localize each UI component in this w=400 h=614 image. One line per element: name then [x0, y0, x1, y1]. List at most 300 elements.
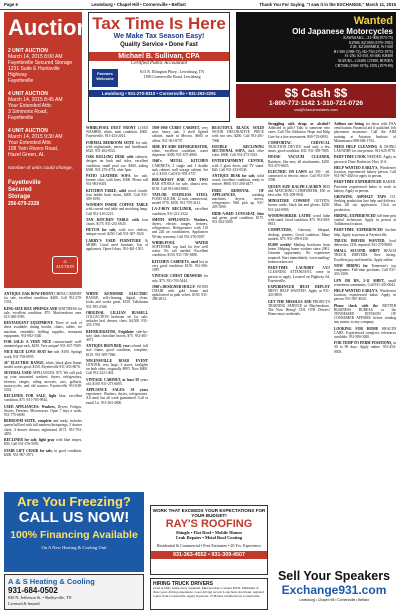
classified-ad-body: washing machines, dryers, stoves, refrigerators. Will pick up. 931-205-5500.: [212, 192, 264, 210]
classified-ad: [152, 159, 208, 176]
classified-ad-body: WOOD DECORATIVE PIECE with two sets, $200. Call 931-201-7060.: [212, 130, 264, 143]
company-line: Storage: [8, 194, 31, 200]
auction-line: March 14, 2015 8:00 AM: [8, 54, 63, 60]
heating-financing: 100% Financing Available: [10, 529, 138, 541]
wanted-line: CB750K (1969-1976), CBX (1979-80): [335, 63, 393, 68]
classified-ad-body: LOAD WASHER, white, mint condition. $300. Fayetteville, 931-433-2014.: [86, 126, 148, 139]
classified-ad: [334, 166, 396, 179]
classified-ad: [212, 212, 264, 225]
classified-ad: [152, 241, 208, 258]
classified-ad: [86, 388, 148, 405]
classified-ad-heading: VINTAGE CABINET, at least 50: [86, 377, 141, 382]
classified-ad-body: PROJECTS TRAINING SERVICE in Murfreesboro. The Now Hiring! CDL OTR Drivers! Home most weekends.: [268, 299, 330, 317]
classified-ad: [4, 371, 82, 392]
classified-ad-heading: HOUSE VACUUM CLEANER,: [268, 155, 330, 160]
classified-ad: [334, 279, 396, 287]
rays-services-1: Shingle • Flat Roof • Mobile Homes: [175, 530, 243, 535]
auction-line: Your Extended Attic: [8, 140, 52, 146]
classified-ad-body: cabinets, designs on back and sides, excellent condition, small pool cue. $400, asking $300. 931-270-4753, after 5pm.: [86, 155, 148, 172]
classified-ad-body: Mailing brochures from home. Helping home workers since 2001. Genuine opportunity. No experience required. Start immediately. www.mailing-homeworkers.net: [268, 243, 330, 264]
classified-ad-heading: TAN KITCHEN TABLE with: [86, 217, 142, 222]
heating-subtext: On A New Heating & Cooling Unit: [41, 545, 107, 550]
classified-ad-heading: 1950-1960 CURIO CABINET,: [152, 126, 202, 130]
classified-ad: [334, 122, 396, 143]
classified-ad-heading: Please check with the: [334, 303, 383, 308]
heating-cta: CALL US NOW!: [18, 509, 130, 526]
classified-ad-body: full-time pest control technician. Apply in person at Tullahoma location.: [334, 213, 397, 227]
classified-ad-body: wood, fourth, four ladder back chairs, $200. Call 931-309-1090.: [86, 188, 148, 202]
classified-ad-heading: BEDROOM SUITE, complete: [4, 419, 54, 424]
classified-ad-heading: HELP WANTED EARLY'S,: [334, 288, 380, 293]
tax-title: Tax Time Is Here: [92, 14, 226, 33]
wanted-subtitle: Old Japanese Motorcycles: [292, 27, 393, 36]
sell-towns: Lewisburg • Chapel Hill • Cornersville • Belfast: [299, 598, 369, 602]
auctions-note: Number of units could change.: [8, 166, 74, 171]
classified-ad: [4, 405, 82, 418]
classified-ad-heading: FORMAL BEDROOM SUITE: [86, 140, 136, 145]
classified-ad: [152, 218, 208, 239]
classified-ad-body: Addicted to pills? Talk to someone who cares. Call The Addiction Hope and Help Line for a free assessment. 800-723-0093.: [268, 126, 330, 139]
cpa-title: Certified Public Accountant: [130, 61, 187, 66]
classified-ad: [4, 307, 82, 320]
classified-ad: [86, 344, 148, 357]
auction-line: Fayetteville Secured Storage: [8, 60, 73, 66]
classified-ad: [334, 180, 396, 193]
classified-ad-body: dryers, electric ranges, freezers, refrigerators. Refrigerators with 110 and 220 air conditioners. Appliances 90-day warranty. Call 931-276-5007.: [152, 222, 208, 239]
classified-ad-body: MENT HELP WANTED. Apply at 931-433-8050.: [268, 289, 330, 298]
classified-ad-body: WOOD CHAIR with gold frame and upholstered in pink velvet. $150. 931-388-2812.: [152, 284, 208, 302]
tax-ad: [88, 12, 230, 122]
classified-ad-body: and ready, includes queen/full bed with full mattress/boxsprings, 5 drawer chest, 4 drawer dresser, nightstand, $175. 931-703-4855.: [4, 419, 82, 436]
classified-ad-body: with curved end table and matching lamp. Call 931-210-2215.: [86, 207, 148, 216]
classified-ad: [152, 178, 208, 191]
classified-column-6: [268, 122, 330, 562]
classified-ad: [268, 141, 330, 154]
classified-ad-body: & DOING LAUNDRY for one person. 931-625-8776.: [334, 145, 396, 154]
classified-ad: [268, 243, 330, 264]
rays-tagline: WORK THAT EXCEEDS YOUR EXPECTATIONS FOR YOUR BUDGET!: [152, 508, 266, 518]
wanted-line: SUZUKI—GS400, GT380, HONDA: [338, 58, 393, 63]
classified-ad-body: & MORE: Good used furniture, lots of appliances. Open 6 days. 931-461-1501.: [86, 238, 148, 252]
rays-name: RAY'S ROOFING: [165, 518, 253, 530]
classified-ad: [334, 228, 396, 236]
classified-ad-heading: PART-TIME EXPERIENCED: [334, 180, 383, 185]
classified-ad-body: kitchen help. Apply in person at Fayetteville.: [334, 228, 396, 237]
classified-ad: [86, 218, 148, 226]
wanted-list: [239, 36, 393, 68]
classified-ad: [86, 359, 148, 376]
heating-company-license: Licensed & Insured: [8, 601, 40, 606]
classified-ad: [86, 228, 148, 236]
classified-ad-heading: TAYLOR STAINLESS STEEL: [152, 192, 208, 197]
classified-ad-heading: NOLENSVILLE ROAD EVENT: [86, 358, 148, 363]
classified-ad: [152, 285, 208, 302]
classified-ad-heading: WOODEN INSIDE COFFEE TABLE: [86, 203, 148, 208]
classified-ad: [86, 292, 148, 309]
classified-ad-heading: DOUBLE RECLINING SECTIONAL SOFA,: [212, 144, 264, 154]
classified-ad-body: BETTER BUSINESS BUREAU or the TENNESSEE DIVISION OF CONSUMER AFFAIRS before sending any money to any company.: [334, 303, 396, 325]
classified-ad-heading: Struggling with drugs or alcohol?: [268, 122, 330, 126]
wanted-line: KAWASAKI— Z1-900(1973-75): [343, 36, 393, 40]
classified-ad-heading: EXPERIENCED HEAT DEPLOY: [268, 284, 330, 289]
classified-ad-heading: PART-TIME LAUNDRY: [268, 266, 323, 271]
classified-column-2: [86, 292, 148, 488]
classified-ad: [212, 174, 264, 187]
classified-ad-body: four chairs. $175. 931-231-0025.: [86, 217, 148, 227]
hiring-title: HIRING TRUCK DRIVERS: [153, 581, 214, 587]
classified-ad: [4, 361, 82, 369]
classified-ad-body: OUTFITS, brown suede, black hat and gloves. $250. 931-244-0909.: [268, 199, 330, 212]
classified-ad-body: REACH TRUCK DRIVERS. Now hiring. Excellent pay and benefits. Apply online.: [334, 249, 396, 262]
classified-ad: [86, 239, 148, 252]
classified-ad-body: Three of each of these available: dining booths, chairs, tables, ice machine, ensemble, holding supplies, restaurant equipment. 931-692-3340.: [4, 321, 82, 338]
company-line: Fayetteville: [8, 180, 41, 186]
classified-ad-heading: GROWING ASPHALT TAPS: [334, 195, 391, 200]
classified-ad-heading: WHITE KENMORE ELECTRIC: [86, 292, 148, 296]
classified-ad-body: Winchester location, experienced baker. Apply in person. 931-967-4020.: [334, 288, 396, 302]
classified-ad-body: CO. Seeking production line help and delivery. Must fill out application. Click on production.: [334, 195, 396, 212]
classified-ad-body: CENTER, very large, 3 stores, fairlights on both sides, originally $995. Now $400. Call 931-222-1402.: [86, 363, 148, 376]
classified-ad-body: and green, good condition, $175. 931-654-5050.: [212, 215, 264, 225]
gavel-icon: ⚖: [63, 259, 67, 264]
classified-column-7: [334, 122, 396, 562]
classified-ad-body: TRACTION DEVICE used only a few times, good condition. $35. 931-359-7005.: [268, 145, 330, 154]
classified-ad-body: CHINA CABINET for sale, excellent condition. $400. Call 931-270-1554.: [4, 292, 82, 305]
classified-ad: [334, 341, 396, 354]
wanted-line: KZ900, KZ1000 (1976-1982): [349, 40, 393, 45]
tax-phone: Lewisburg • 931-270-8310 • Cornersville • 931-293-2291: [89, 90, 229, 97]
auction-line: Hazel Green, AL: [8, 152, 45, 158]
classified-ad-heading: HUTCH for sale,: [86, 228, 119, 233]
address-line: 1390 Cornersville Road, Lewisburg: [143, 74, 201, 79]
classified-ad: [334, 239, 396, 247]
classified-ad-heading: PART-TIME COOK: [334, 155, 367, 160]
classified-ad: [4, 340, 82, 348]
auction-item: [8, 48, 78, 84]
classified-ad: [268, 185, 330, 198]
classified-column-4: [212, 126, 264, 502]
classified-ad-heading: MINIATURE COWBOY: [268, 199, 315, 204]
classified-ad-body: in good condition, $400. 931-967-3971.: [4, 448, 82, 457]
classified-ad-body: COLLECTION bedroom set for sale: includes bed, dresser, chest. $4,500. 931-433-1780.: [86, 315, 148, 328]
classified-ad: [4, 350, 82, 358]
classified-ad: [86, 189, 148, 202]
rays-phone: 931-363-4552 • 931-309-4507: [151, 551, 267, 559]
cash-title: $$ Cash $$: [284, 86, 348, 100]
classified-ad-heading: FREE REMOVAL OF APPLIANCES,: [212, 188, 264, 197]
sell-headline: Sell Your Speakers: [277, 569, 391, 583]
classified-ad-body: side-by-side, dark chocolate brown, $75. 931-461-4071.: [86, 329, 148, 343]
classified-ad-heading: SMALL SECOND SHIFT: [334, 249, 384, 254]
classified-ad: [86, 330, 148, 343]
classified-ad-heading: GET THE MISSILES AND: [268, 299, 313, 304]
wanted-title: Wanted: [353, 15, 393, 27]
classified-ad-body: AND CLEANING ATTENDANT, come in person to apply. Located on Highway 64, Fayetteville.: [268, 266, 330, 283]
classified-ad-heading: NICE BLUE LOVE SEAT for: [4, 350, 54, 355]
auction-line: 108 Twin Rivers Road,: [8, 146, 59, 152]
classified-ad-heading: SIDE BY SIDE REFRIGERATOR,: [152, 144, 208, 149]
classified-ad-body: wood lathe with stand. Good condition. $75. 931-684-8813.: [268, 213, 330, 227]
classified-ad-heading: WOODWORKER LATHE: [268, 213, 313, 218]
classified-ad-heading: USED APPLIANCES: Washers,: [4, 404, 58, 409]
classified-ad: [268, 266, 330, 283]
sell-site: Exchange931.com: [281, 583, 387, 597]
classified-ad-heading: ANTIQUE DESK for sale,: [212, 174, 257, 179]
classified-ad: [334, 155, 396, 163]
heating-company: [4, 574, 144, 610]
classified-ad-body: BED and MATCHING COMFORTER, $50 or best offer. 931-209-9041.: [268, 184, 330, 198]
auction-logo: [52, 256, 78, 274]
classified-ad-heading: ANTIQUE IRON BED, rose: [86, 344, 131, 349]
classified-ad: [4, 394, 82, 402]
classified-ad-body: solid wood, excellent condition, ready to restore. $900. 931-200-4477.: [212, 174, 264, 187]
classified-ad-body: Dryers, Fridges, Stoves, Freezers, Microwaves. Open 7 days a week. 931-775-6690.: [4, 404, 82, 418]
auction-heading: 2 UNIT AUCTION: [8, 48, 48, 54]
hiring-truck-ad: [150, 578, 268, 610]
classified-ad-heading: Airlines are hiring: [334, 122, 366, 126]
classified-ad-body: RANGE, self-cleaning, digital, clean, looks and works great, $150. Tullahoma 931-393-2348.: [86, 296, 148, 309]
classified-ad: [268, 199, 330, 212]
classified-ad-heading: KITCHEN TABLE, solid: [86, 188, 128, 193]
classified-ad-heading: LA-Z-BOY RECLINER,: [152, 207, 196, 212]
classified-ad-heading: APPLIANCE SALES: 30 years: [86, 388, 148, 393]
classified-ad-body: CABINETS, 2 single and 1 double sink cabinet, wall storage cabinet. Set of 4, $150. Call 931-993-3737.: [152, 163, 208, 177]
auction-line: Your Extended Attic: [8, 103, 52, 109]
classified-ad: [334, 249, 396, 262]
classified-ad: [152, 126, 208, 143]
classified-ad: [86, 311, 148, 328]
classified-ad: [4, 292, 82, 305]
classified-ad-heading: NOW HIRING for: [334, 263, 372, 268]
classified-ad: [268, 285, 330, 298]
sell-ad: [272, 565, 396, 610]
classified-ad: [152, 274, 208, 282]
classified-ad: [268, 155, 330, 168]
classified-column-2-top: [86, 126, 148, 288]
classified-ad-body: colored, full size frame, good condition, complete, $125. 931-309-7060.: [86, 344, 148, 357]
classified-ad-body: excellent condition, 931-212-2322.: [152, 207, 208, 216]
heating-company-address: 830 N. Jefferson St. • Shelbyville, TN: [8, 595, 72, 600]
heating-headline: Are You Freezing?: [17, 494, 131, 509]
classified-ad-heading: LPN OR RN, 2-11 SHIFT,: [334, 278, 389, 283]
classified-ad-body: for sale, with nightstands, mirror and headboard. $525. 931-202-8521.: [86, 140, 148, 154]
classified-ad-body: custom-made wall-mounted gun rack, $250. Very unique! 931-637-7009.: [4, 340, 82, 349]
tax-address: [118, 69, 226, 87]
classified-ad-body: for those with FAA certification. Financial aid if qualified. Job placement assistance. Call the AIM training at Aviation Institute of Maintenance 888-686-1704.: [334, 122, 396, 143]
classified-ad-body: sale, $100. Springs work, 931-703-0095.: [4, 350, 82, 359]
auction-item: [8, 128, 78, 158]
classified-ad-heading: TRUCK DRIVER WANTED,: [334, 238, 390, 243]
classified-ad-heading: QUEEN SIZE RALPH LAUREN: [268, 184, 323, 189]
classified-ad-body: with two shelves, antique wood. $250. Call 931-307-1020.: [86, 228, 148, 237]
classified-ad-heading: ELECTRIC ON LAWN: [268, 170, 309, 175]
classified-ad: [212, 126, 264, 143]
classified-ad: [86, 174, 148, 187]
auctions-title: Auctions: [8, 15, 103, 40]
classified-ad-body: white, excellent condition, water dispenser, $300. 931-675-4860.: [152, 149, 208, 158]
classified-ad: [152, 193, 208, 206]
classified-ad-heading: WHIRLPOOL DUET FRONT: [86, 126, 139, 130]
classified-ad-body: with blue stripes, $50. Call 931-276-5093.: [4, 438, 82, 447]
auction-line: 3 Simmons Road,: [8, 109, 48, 115]
classified-ad-heading: HIRING, EXPERIENCED: [334, 213, 377, 218]
classified-ad: [334, 327, 396, 340]
classified-ad-heading: HELP WANTED EARLY'S,: [334, 165, 380, 170]
classified-ad-heading: COMFORTAC CERVICAL: [268, 140, 330, 145]
classified-ad-heading: STAIR LIFT CHAIR for sale,: [4, 448, 55, 453]
classified-ad: [152, 145, 208, 158]
tax-subtitle: We Make Tax Season Easy!: [113, 33, 205, 40]
classified-ad-body: experience. Washers, dryers, refrigerators. All used, but all work guaranteed. Call or email 1st. 931-363-4900.: [86, 392, 148, 405]
cash-phones: 1-800-772-1142 1-310-721-0726: [269, 100, 363, 107]
classified-ad-body: local deliveries, CDL required. 931-270-8000.: [334, 238, 396, 248]
classified-ad-heading: ENTERTAINMENT CENTER,: [212, 159, 264, 164]
auction-line: 1231 Suite E Huntsville Highway: [8, 66, 60, 78]
tax-tagline: Quality Service • Done Fast: [120, 42, 198, 48]
classified-ad-heading: PATIO LEATHER SOFA: [86, 174, 134, 179]
classified-ad-body: SOFTENER, top load for free well water. No salt needed. Excellent condition. $150. 931-729-3888.: [152, 245, 208, 258]
classified-ad: [86, 126, 148, 139]
company-line: Secured: [8, 187, 32, 193]
classified-ad: [4, 419, 82, 436]
paper-name: Lewisburg • Chapel Hill • Cornersville • Belfast: [91, 2, 186, 7]
classified-ad-heading: BEAUTIFUL BLACK SOLID: [212, 126, 264, 130]
classified-ad: [334, 195, 396, 212]
classified-ad-body: Tennessee's top companies. Full-time positions. Call 931-433-2300.: [334, 263, 396, 277]
auction-line: March 14, 2015 9:30 AM: [8, 134, 63, 140]
classified-ad-heading: BREAKFAST BAR AND TWO: [152, 178, 208, 183]
auction-heading: 4 UNIT AUCTION: [8, 128, 48, 134]
classified-ad: [268, 170, 330, 183]
auctions-company: [8, 180, 78, 208]
auction-line: Fayetteville: [8, 78, 34, 84]
classified-ad: [334, 145, 396, 153]
company-phone: 256-679-2328: [8, 201, 40, 207]
classified-ad: [268, 214, 330, 227]
classified-ad-heading: KITCHEN CABINETS, used: [152, 259, 200, 264]
classified-ad-body: blue, excellent condition, $75. 931-703-9944.: [4, 394, 82, 403]
heating-company-name: A & S Heating & Cooling: [8, 577, 95, 586]
heating-company-phone: 931-684-0502: [8, 586, 58, 595]
classified-ad: [334, 214, 396, 227]
rays-details: Residential & Commercial • Free Estimates • 20 Yrs. Experience: [157, 543, 261, 548]
classified-ad: [4, 449, 82, 457]
classified-ad: [268, 228, 330, 241]
classified-ad: [334, 264, 396, 277]
classified-ad-heading: 1940's METAL KITCHEN: [152, 159, 208, 164]
classified-ad-body: Winchester location, experienced bakery person. Call 931-967-4020 or apply in person.: [334, 165, 396, 179]
classified-ad-heading: ORIGINAL LILLIAN RUSSELL: [86, 310, 148, 315]
classified-ad: [152, 207, 208, 215]
classified-ad-heading: FOR SALE: A VERY NICE: [4, 340, 54, 345]
heating-ad: [4, 492, 144, 572]
classified-ad-heading: FOR TEMP TO PERM POSITIONS,: [334, 341, 394, 346]
classified-ad-body: Gateway, Ideapad, desktop, printers. Good condition. Many models. $75. 931-359-6150.: [268, 228, 330, 241]
page-header: [0, 0, 400, 10]
classified-ad-body: BAR STOOLS for sale, almost new, $150. Call 931-684-8843.: [152, 182, 208, 191]
classified-ad: [86, 141, 148, 154]
classified-ad-heading: WHIRLPOOL WATER: [152, 240, 208, 245]
classified-ad-heading: ANTIQUE OAK BOW-FRONT: [4, 292, 55, 296]
classified-ad-heading: $5,000 weekly!: [268, 243, 294, 248]
cash-ad: [236, 84, 396, 118]
classified-column-3: [152, 126, 208, 502]
cpa-name: Michael B. Sullivan, CPA: [89, 52, 229, 61]
classified-ad-body: NEEDED. Apply in person at Dixie Barbecue, Hwy 31A.: [334, 155, 396, 164]
classified-ad: [4, 438, 82, 446]
classified-ad: [334, 304, 396, 325]
classified-ad-heading: VINTAGE CHEST DRAWERS: [152, 274, 204, 279]
classified-ad-body: in 30 to 90 days. Apply online. 931-454-0003.: [334, 341, 396, 354]
classified-ad-heading: SEVERAL USED: [4, 371, 33, 376]
address-line: 613 N. Ellington Pkwy., Lewisburg, TN: [140, 69, 204, 74]
classified-ad-heading: 26" ELECTRIC RANGE,: [4, 360, 46, 365]
wanted-ad: [236, 12, 396, 82]
classified-ad-heading: SMITH APPLIANCE: Washers,: [152, 217, 208, 222]
classified-ad: [86, 378, 148, 386]
classified-ad-body: BAKER. Part-time experienced baker to work in bakery. Apply in person.: [334, 180, 396, 193]
auction-line: Fayetteville: [8, 115, 34, 121]
classified-ad-body: for sale, bronze color, with lines. $300. Please call 931-693-8401.: [86, 174, 149, 187]
classified-ad-body: years old, $100. 931-273-6695.: [86, 377, 148, 386]
classified-ad: [334, 289, 396, 302]
classified-ad-body: small retirement community. Call 931-433-0043.: [334, 278, 396, 287]
cash-email: usa@classicrunners.com: [294, 107, 338, 112]
classified-ad: [86, 155, 148, 172]
wanted-line: S1-250, S2-350, S3-400, KH400: [344, 54, 393, 59]
classified-column-1: [4, 292, 82, 488]
classified-ad-body: for sale, $75. 931-703-5444.: [152, 274, 208, 283]
classified-ad-body: Rainbow, like new, all attachments. $250. 931-675-8823.: [268, 159, 330, 168]
classified-ad-heading: 1960's DESIGNER HOLLY-: [152, 284, 197, 289]
auction-heading: 4 UNIT AUCTION: [8, 91, 48, 97]
classified-ad-heading: REFRIGERATOR, Frigidaire: [86, 329, 137, 334]
classified-ad-body: very nice, heavy oak, 3 shelf lighted cabinet, made in Mexico. $600 or offers. 931-361-8737.: [152, 126, 208, 143]
wanted-line: H1-500 (1969-72), H2-750 (1972-1975): [333, 49, 393, 54]
page-number: Page 6: [4, 2, 18, 7]
tax-info-row: [89, 69, 229, 87]
classified-ad-body: white, black glass flame, model works good. $150. Fayetteville 931-433-8076.: [4, 360, 82, 370]
classified-ad-body: MATTRESS for sale, excellent condition. $75. Murfreesboro area. 615-308-5583.: [4, 306, 82, 320]
classified-ad: [212, 159, 264, 172]
classified-ad: [268, 300, 330, 317]
classified-ad-heading: LOOKING FOR HOME: [334, 326, 382, 331]
auction-list: [8, 48, 78, 158]
farmers-badge: Farmers Welcome: [92, 69, 118, 87]
classified-ad: [212, 145, 264, 158]
classified-ad: [4, 321, 82, 338]
classified-ad: [86, 203, 148, 216]
classified-ad-body: aid 350 - all, connected to electric fence. Call 931-359-5590.: [268, 170, 330, 183]
classified-ad-heading: COMPUTERS,: [268, 228, 299, 233]
hiring-body: Class A CDL, home every weekend. Must provide a current MVR. Minimum of three years driving experience. Good driving record. Long haul, short haul, regional routes from Cornersville. Apply in person. 1538 New Ostelle Road, Cornersville.: [153, 586, 264, 598]
wanted-line: Z1R, KZ1000MKII, W1-650: [350, 45, 393, 50]
classified-ad-heading: PART-TIME EXPERIENCED: [334, 228, 386, 233]
auction-item: [8, 91, 78, 121]
classified-ad-body: FOOD SLICER, 12 inch, commercial, model 3770. $100. 931-759-4141.: [152, 197, 208, 206]
classified-ad-heading: RESTAURANT EQUIPMENT:: [4, 321, 56, 326]
classified-ad: [152, 260, 208, 273]
classified-ad-heading: KING-SIZE BOX SPRINGS AND: [4, 306, 59, 311]
classified-ad-heading: LARRY'S USED FURNITURE: [86, 238, 146, 243]
rays-services-2: Leak Repairs • Metal Roof Coating: [175, 535, 243, 540]
classified-ad-heading: HIDE-A-BED LOVESEAT, blue: [212, 211, 264, 216]
classified-ad-body: HEALTH CARE. Experienced caregiver, references available. 931-580-3020.: [334, 326, 396, 339]
classified-ad-heading: OAK ROLLING DESK with: [86, 155, 136, 160]
classified-ad-heading: NEED HELP CLEANING: [334, 145, 380, 150]
classified-ad: [268, 122, 330, 139]
classified-ad-body: with 2 glass doors and TV stand. $40. Call 931-433-0543.: [212, 163, 264, 172]
